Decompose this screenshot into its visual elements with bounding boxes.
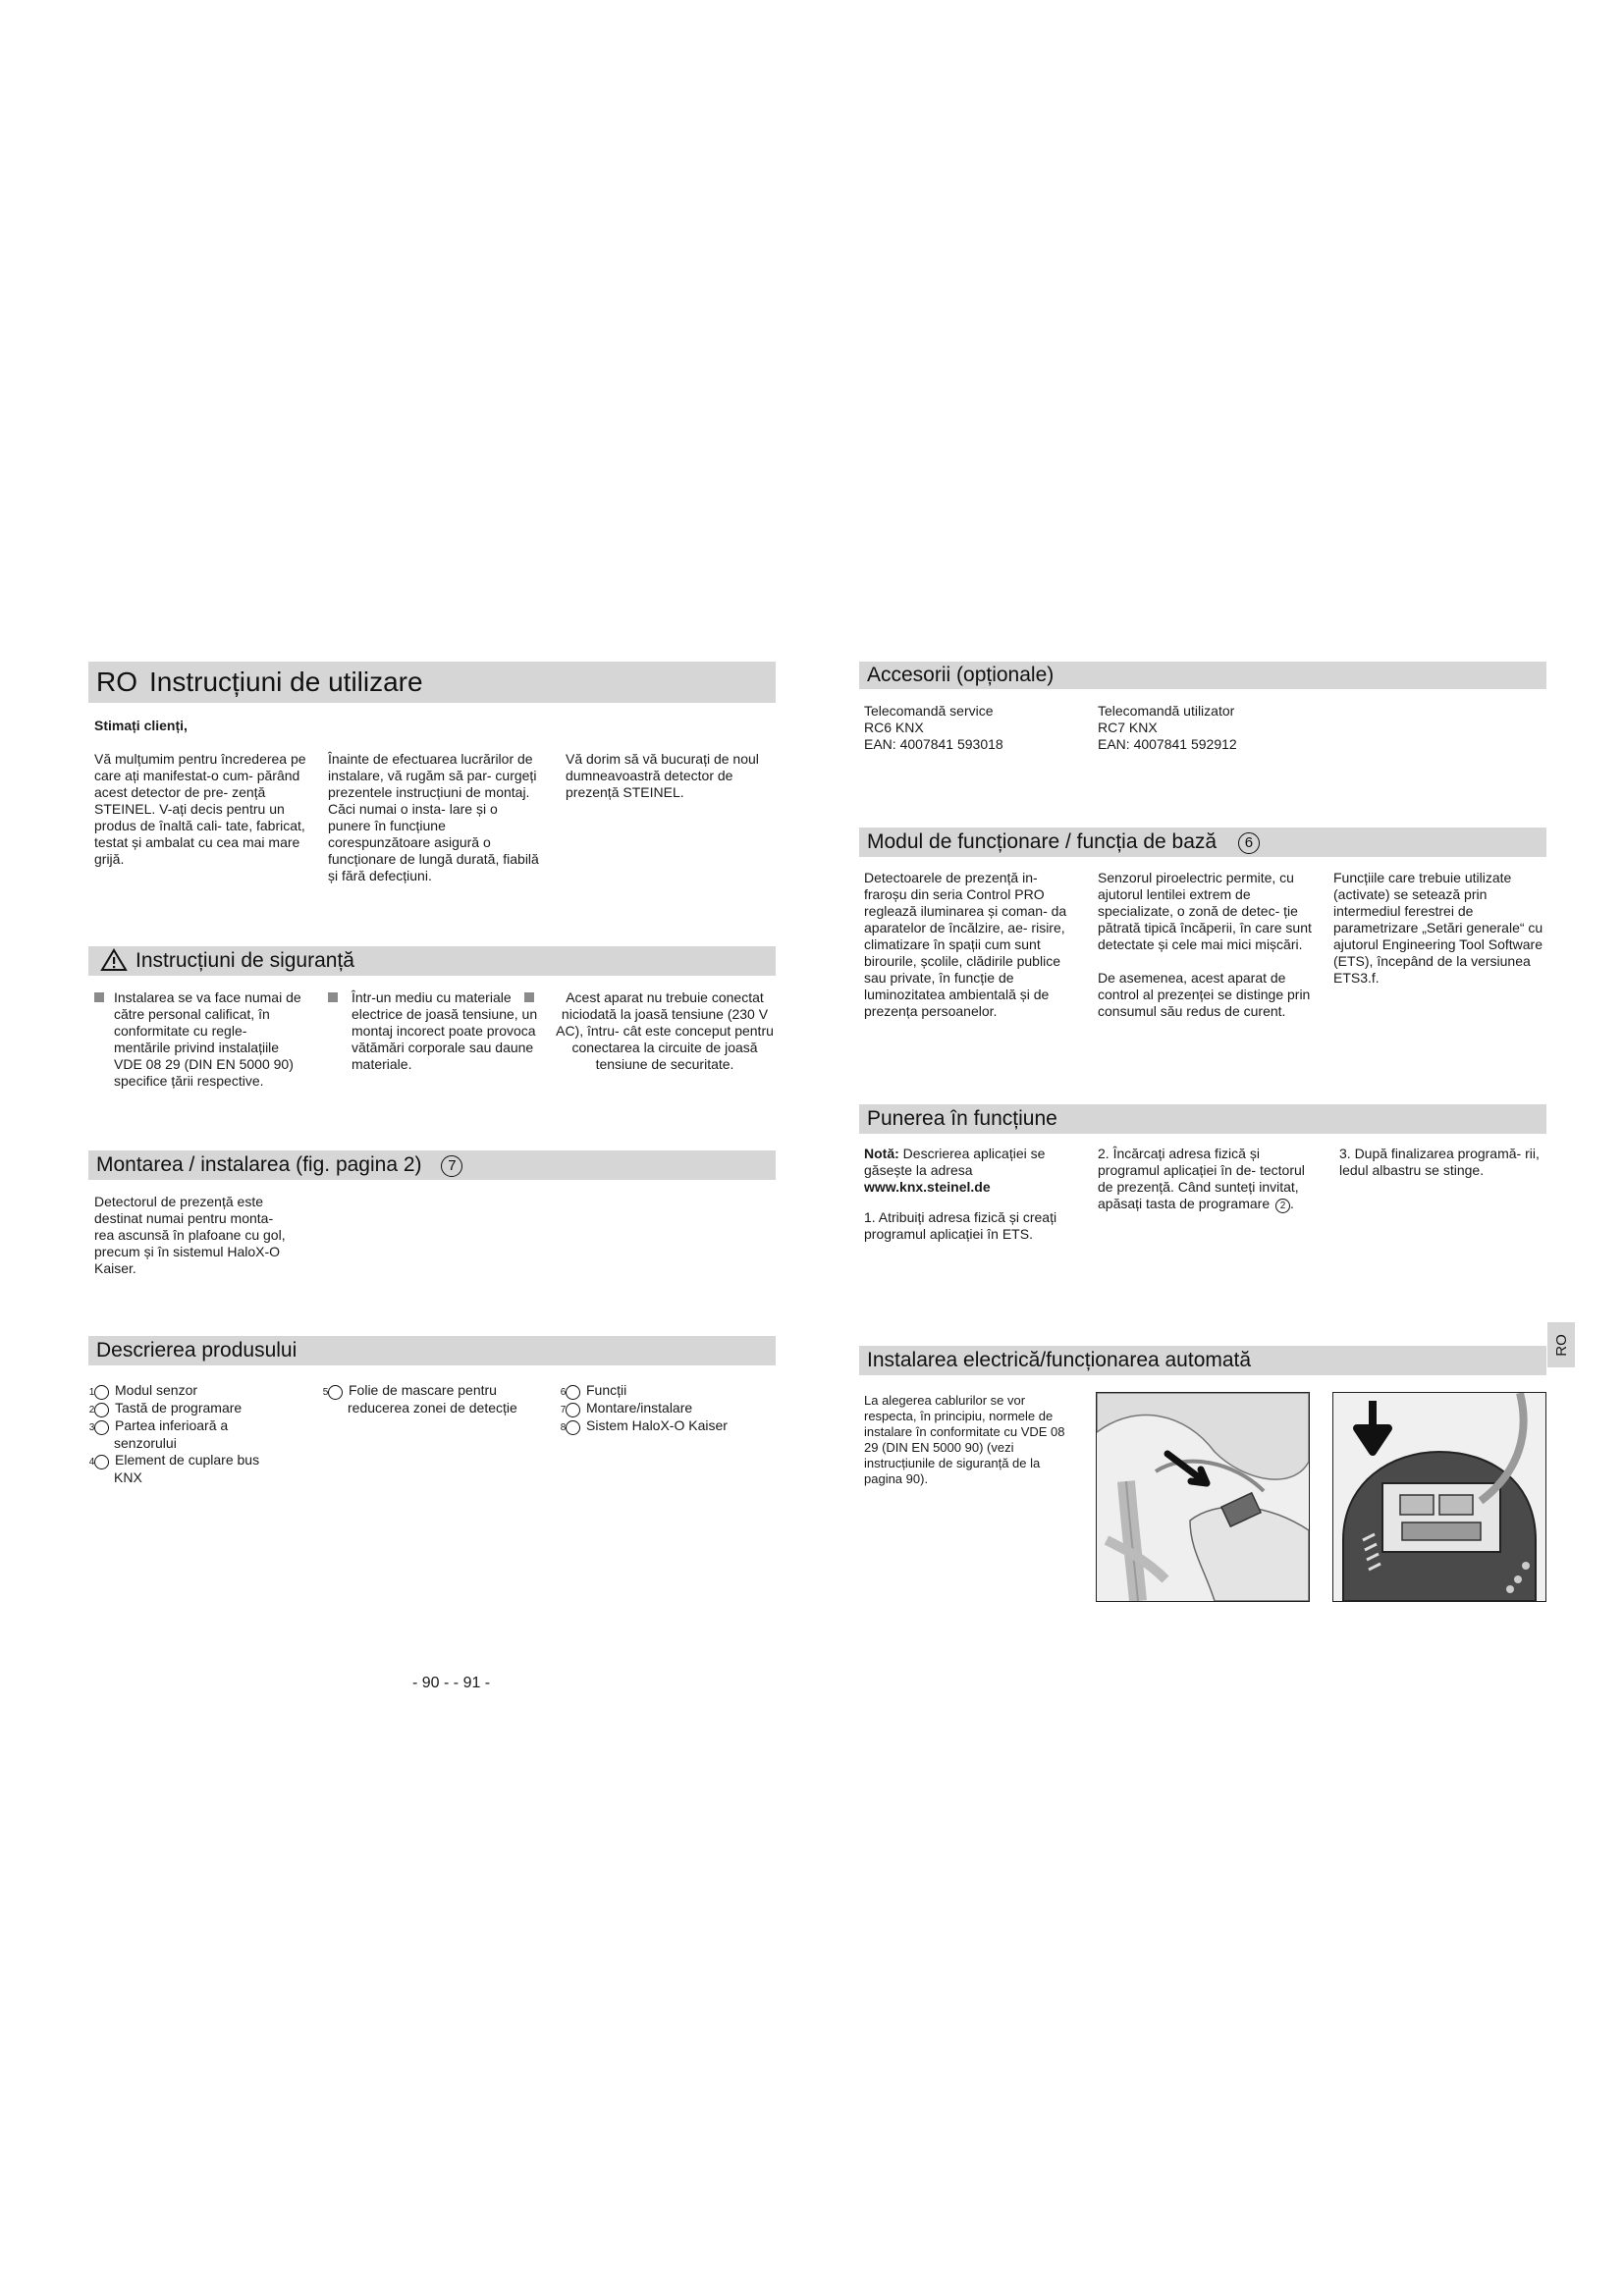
greeting: Stimați clienți, bbox=[94, 718, 188, 733]
list-item: 1 Modul senzor bbox=[88, 1382, 198, 1398]
electrical-heading-bar bbox=[859, 1346, 1546, 1375]
note-url: www.knx.steinel.de bbox=[864, 1179, 991, 1195]
description-col-2 bbox=[322, 1382, 534, 1416]
commissioning-heading: Punerea în funcțiune bbox=[867, 1107, 1057, 1130]
figure-number-circle: 6 bbox=[1238, 832, 1260, 854]
list-item: 7 Montare/instalare bbox=[560, 1400, 693, 1415]
language-side-tab bbox=[1547, 1322, 1575, 1367]
mounting-heading: Montarea / instalarea (fig. pagina 2) bbox=[96, 1153, 422, 1176]
function-heading-bar bbox=[859, 828, 1546, 857]
safety-heading: Instrucțiuni de siguranță bbox=[135, 949, 354, 972]
step-2: 2. Încărcați adresa fizică și programul aplicației în de- tectorul de prezență. Când sunteți invitat, apăsați tasta de programare 2 . bbox=[1098, 1146, 1305, 1211]
item-number: 1 bbox=[94, 1385, 109, 1400]
commissioning-heading-bar bbox=[859, 1104, 1546, 1134]
item-number: 8 bbox=[566, 1420, 580, 1435]
key-number-circle: 2 bbox=[1275, 1199, 1290, 1213]
item-number: 3 bbox=[94, 1420, 109, 1435]
function-col-1: Detectoarele de prezență in- fraroșu din seria Control PRO reglează iluminarea și coman- da aparatelor de încălzire, ae- risire, climatizare în spații cum sunt birourile, școlile, clădirile publice sau private, în funcție de luminozitatea ambientală și de prezența persoanelor. bbox=[864, 870, 1067, 1019]
safety-text-3: Acest aparat nu trebuie conectat niciodată la joasă tensiune (230 V AC), întru- cât este conceput pentru conectarea la circuite de joasă tensiune de securitate. bbox=[556, 989, 774, 1072]
list-item: 3 Partea inferioară a senzorului bbox=[88, 1417, 229, 1451]
page-title-bar bbox=[88, 662, 776, 703]
list-item: 8 Sistem HaloX-O Kaiser bbox=[560, 1417, 728, 1433]
accessory-item-2: Telecomandă utilizator RC7 KNX EAN: 4007841 592912 bbox=[1098, 703, 1237, 752]
list-item: 4 Element de cuplare bus KNX bbox=[88, 1452, 260, 1485]
description-heading: Descrierea produsului bbox=[96, 1339, 298, 1362]
bullet-square-icon bbox=[328, 992, 338, 1002]
language-side-tab-label: RO bbox=[1552, 1333, 1570, 1357]
wire-connection-illustration bbox=[1097, 1393, 1309, 1601]
safety-heading-bar bbox=[88, 946, 776, 976]
safety-text-1: Instalarea se va face numai de către personal calificat, în conformitate cu regle- mentările privind instalațiile VDE 08 29 (DIN EN 5000 90) specifice țării respective. bbox=[114, 989, 301, 1089]
item-number: 6 bbox=[566, 1385, 580, 1400]
step-1: 1. Atribuiți adresa fizică și creați programul aplicației în ETS. bbox=[864, 1209, 1057, 1242]
note-text: Descrierea aplicației se găsește la adresa bbox=[864, 1146, 1046, 1178]
electrical-heading: Instalarea electrică/funcționarea automată bbox=[867, 1349, 1252, 1371]
function-col-2 bbox=[1098, 870, 1316, 1020]
intro-col-2: Înainte de efectuarea lucrărilor de instalare, vă rugăm să par- curgeți prezentele instrucțiuni de montaj. Căci numai o insta- lare și o punere în funcțiune corespunzătoare asigură o funcționare de lungă durată, fiabilă și fără defecțiuni. bbox=[328, 751, 539, 883]
intro-col-3: Vă dorim să vă bucurați de noul dumneavoastră detector de prezență STEINEL. bbox=[566, 751, 759, 800]
item-number: 2 bbox=[94, 1403, 109, 1417]
description-heading-bar bbox=[88, 1336, 776, 1365]
step-3: 3. După finalizarea programă- rii, ledul albastru se stinge. bbox=[1339, 1146, 1540, 1178]
intro-col-1: Vă mulțumim pentru încrederea pe care ați manifestat-o cum- părând acest detector de pre- zență STEINEL. V-ați decis pentru un produs de înaltă cali- tate, fabricat, testat și ambalat cu cea mai mare grijă. bbox=[94, 751, 306, 867]
terminal-block-illustration bbox=[1333, 1393, 1545, 1601]
item-number: 7 bbox=[566, 1403, 580, 1417]
wire-connection-photo bbox=[1096, 1392, 1310, 1602]
safety-text-2: Într-un mediu cu materiale electrice de joasă tensiune, un montaj incorect poate provoca vătămări corporale sau daune materiale. bbox=[352, 989, 538, 1072]
function-col-3: Funcțiile care trebuie utilizate (activate) se setează prin intermediul ferestrei de parametrizare „Setări generale“ cu ajutorul Engineering Tool Software (ETS), începând de la versiunea ETS3.f. bbox=[1333, 870, 1543, 986]
description-col-3 bbox=[560, 1382, 772, 1435]
item-number: 4 bbox=[94, 1455, 109, 1469]
safety-bullet-1 bbox=[94, 989, 306, 1090]
function-heading: Modul de funcționare / funcția de bază bbox=[867, 830, 1218, 853]
electrical-text: La alegerea cablurilor se vor respecta, în principiu, normele de instalare în conformitate cu VDE 08 29 (DIN EN 5000 90) (vezi instrucțiunile de siguranță de la pagina 90). bbox=[864, 1393, 1065, 1486]
page-title: Instrucțiuni de utilizare bbox=[149, 667, 423, 697]
function-col-2-para-1: Senzorul piroelectric permite, cu ajutorul lentilei extrem de specializate, o zonă de detec- ție pătrată tipică încăperii, în care sunt detectate și cele mai mici mișcări. bbox=[1098, 870, 1312, 952]
bullet-square-icon bbox=[524, 992, 534, 1002]
mounting-heading-bar bbox=[88, 1150, 776, 1180]
list-item: 2 Tastă de programare bbox=[88, 1400, 243, 1415]
terminal-block-photo bbox=[1332, 1392, 1546, 1602]
description-col-1 bbox=[88, 1382, 291, 1486]
commissioning-note bbox=[864, 1146, 1060, 1243]
function-col-2-para-2: De asemenea, acest aparat de control al prezenței se distinge prin consumul său redus de curent. bbox=[1098, 970, 1311, 1019]
mounting-text: Detectorul de prezență este destinat numai pentru monta- rea ascunsă în plafoane cu gol, precum și în sistemul HaloX-O Kaiser. bbox=[94, 1194, 286, 1276]
list-item: 5 Folie de mascare pentru reducerea zonei de detecție bbox=[322, 1382, 517, 1415]
accessories-heading-bar bbox=[859, 662, 1546, 689]
safety-bullet-2 bbox=[328, 989, 544, 1073]
accessory-item-1: Telecomandă service RC6 KNX EAN: 4007841 593018 bbox=[864, 703, 1003, 752]
accessories-heading: Accesorii (opționale) bbox=[867, 664, 1055, 686]
page-numbers: - 90 - - 91 - bbox=[412, 1675, 491, 1691]
language-code: RO bbox=[96, 667, 137, 697]
safety-bullet-3 bbox=[524, 989, 776, 1073]
figure-number-circle: 7 bbox=[441, 1155, 462, 1177]
item-number: 5 bbox=[328, 1385, 343, 1400]
warning-icon bbox=[100, 948, 128, 972]
bullet-square-icon bbox=[94, 992, 104, 1002]
list-item: 6 Funcții bbox=[560, 1382, 627, 1398]
note-label: Notă: bbox=[864, 1146, 899, 1161]
